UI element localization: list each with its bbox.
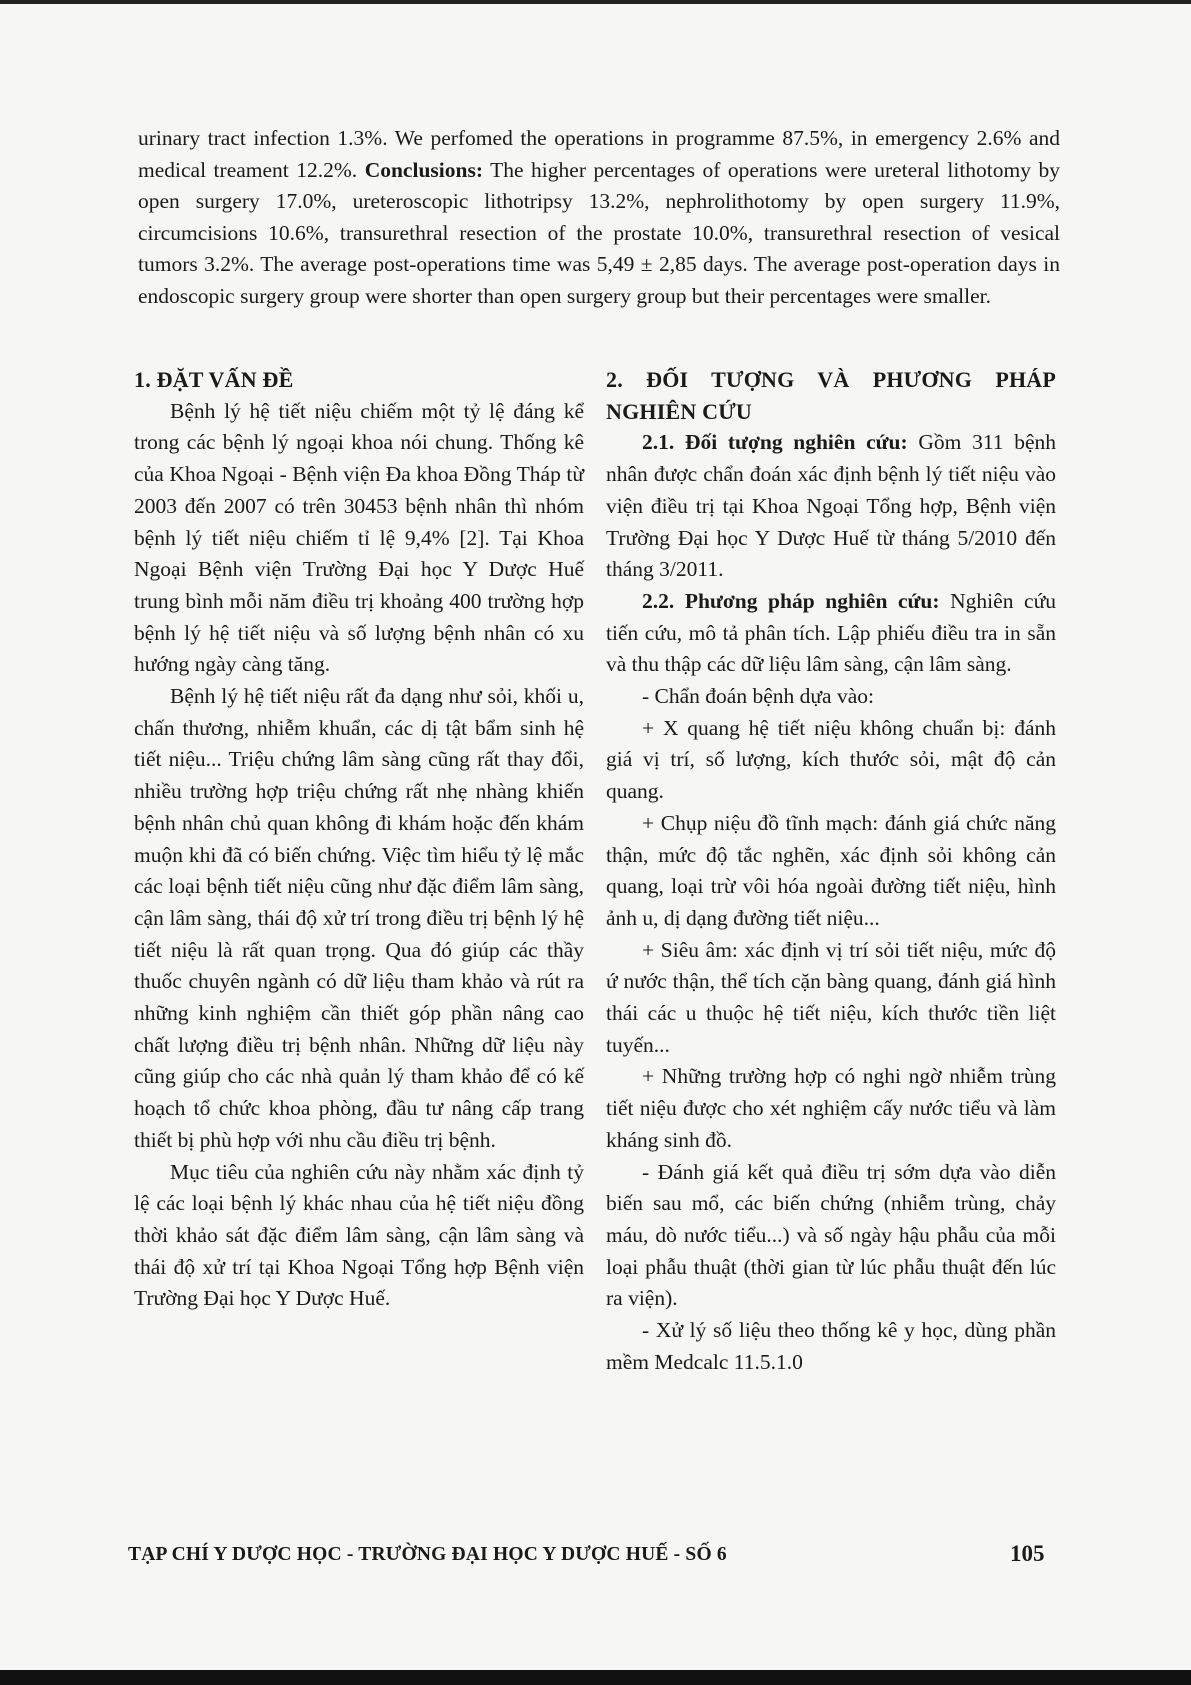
bottom-scan-edge xyxy=(0,1670,1191,1685)
methods-label: 2.2. Phương pháp nghiên cứu: xyxy=(642,588,940,613)
subjects-text: Gồm 311 bệnh nhân được chẩn đoán xác định bệnh lý tiết niệu vào viện điều trị tại Khoa Ngoại Tổng hợp, Bệnh viện Trường Đại học Y Dược Huế từ tháng 5/2010 đến tháng 3/2011. xyxy=(606,430,1057,582)
abstract-paragraph xyxy=(138,123,1060,312)
conclusions-text: The higher percentages of operations were ureteral lithotomy by open surgery 17.0%, ureteroscopic lithotripsy 13.2%, nephrolithotomy by open surgery 11.9%, circumcisions 10.6%, transurethral resection of the prostate 10.0%, transurethral resection of vesical tumors 3.2%. The average post-operations time was 5,49 ± 2,85 days. The average post-operation days in endoscopic surgery group were shorter than open surgery group but their percentages were smaller. xyxy=(138,157,1060,308)
section-2-heading: 2. ĐỐI TƯỢNG VÀ PHƯƠNG PHÁP NGHIÊN CỨU xyxy=(606,367,1056,424)
urine-culture-item: + Những trường hợp có nghi ngờ nhiễm trùng tiết niệu được cho xét nghiệm cấy nước tiểu và làm kháng sinh đồ. xyxy=(606,1064,1056,1152)
methods-text: Nghiên cứu tiến cứu, mô tả phân tích. Lập phiếu điều tra in sẵn và thu thập các dữ liệu lâm sàng, cận lâm sàng. xyxy=(606,588,1056,677)
subjects-label: 2.1. Đối tượng nghiên cứu: xyxy=(642,430,908,455)
methods-paragraph xyxy=(606,586,1056,681)
subjects-paragraph xyxy=(606,427,1056,586)
intro-paragraph-2: Bệnh lý hệ tiết niệu rất đa dạng như sỏi, khối u, chấn thương, nhiễm khuẩn, các dị tật bẩm sinh hệ tiết niệu... Triệu chứng lâm sàng cũng rất thay đổi, nhiều trường hợp triệu chứng rất nhẹ nhàng khiến bệnh nhân chủ quan không đi khám hoặc đến khám muộn khi đã có biến chứng. Việc tìm hiểu tỷ lệ mắc các loại bệnh tiết niệu cũng như đặc điểm lâm sàng, cận lâm sàng, thái độ xử trí trong điều trị bệnh lý hệ tiết niệu là rất quan trọng. Qua đó giúp các thầy thuốc chuyên ngành có dữ liệu tham khảo và rút ra những kinh nghiệm cần thiết góp phần nâng cao chất lượng điều trị bệnh nhân. Những dữ liệu này cũng giúp cho các nhà quản lý tham khảo để có kế hoạch tổ chức khoa phòng, đầu tư nâng cấp trang thiết bị phù hợp với nhu cầu điều trị bệnh. xyxy=(134,684,584,1152)
ultrasound-item: + Siêu âm: xác định vị trí sỏi tiết niệu, mức độ ứ nước thận, thể tích cặn bàng quang, đánh giá hình thái các u thuộc hệ tiết niệu, kích thước tiền liệt tuyến... xyxy=(606,937,1056,1057)
abstract-lead: urinary tract infection 1.3%. We perfomed the operations in programme 87.5%, in emergency 2.6% and medical treament 12.2%. xyxy=(138,126,1060,182)
statistics-method: - Xử lý số liệu theo thống kê y học, dùng phần mềm Medcalc 11.5.1.0 xyxy=(606,1318,1056,1374)
diagnosis-intro: - Chẩn đoán bệnh dựa vào: xyxy=(642,684,874,709)
results-evaluation: - Đánh giá kết quả điều trị sớm dựa vào diễn biến sau mổ, các biến chứng (nhiễm trùng, chảy máu, dò nước tiểu...) và số ngày hậu phẫu của mỗi loại phẫu thuật (thời gian từ lúc phẫu thuật đến lúc ra viện). xyxy=(606,1159,1056,1311)
right-column xyxy=(606,364,1056,1379)
intro-paragraph-1: Bệnh lý hệ tiết niệu chiếm một tỷ lệ đáng kể trong các bệnh lý ngoại khoa nói chung. Thống kê của Khoa Ngoại - Bệnh viện Đa khoa Đồng Tháp từ 2003 đến 2007 có trên 30453 bệnh nhân thì nhóm bệnh lý tiết niệu chiếm tỉ lệ 9,4% [2]. Tại Khoa Ngoại Bệnh viện Trường Đại học Y Dược Huế trung bình mỗi năm điều trị khoảng 400 trường hợp bệnh lý hệ tiết niệu và số lượng bệnh nhân có xu hướng ngày càng tăng. xyxy=(134,398,584,677)
abstract-conclusions xyxy=(138,123,1060,312)
section-1-heading: 1. ĐẶT VẤN ĐỀ xyxy=(134,367,294,392)
xray-item: + X quang hệ tiết niệu không chuẩn bị: đánh giá vị trí, số lượng, kích thước sỏi, mật độ cản quang. xyxy=(606,715,1056,804)
ivu-item: + Chụp niệu đồ tĩnh mạch: đánh giá chức năng thận, mức độ tắc nghẽn, xác định sỏi không cản quang, loại trừ vôi hóa ngoài đường tiết niệu, hình ảnh u, dị dạng đường tiết niệu... xyxy=(606,810,1056,930)
conclusions-label: Conclusions: xyxy=(364,157,483,182)
intro-paragraph-3: Mục tiêu của nghiên cứu này nhằm xác định tỷ lệ các loại bệnh lý khác nhau của hệ tiết niệu đồng thời khảo sát đặc điểm lâm sàng, cận lâm sàng và thái độ xử trí tại Khoa Ngoại Tổng hợp Bệnh viện Trường Đại học Y Dược Huế. xyxy=(134,1159,584,1311)
page-number: 105 xyxy=(1010,1541,1045,1566)
left-column xyxy=(134,364,584,1315)
top-rule xyxy=(0,0,1191,4)
journal-footer: TẠP CHÍ Y DƯỢC HỌC - TRƯỜNG ĐẠI HỌC Y DƯỢC HUẾ - SỐ 6 xyxy=(128,1544,727,1565)
